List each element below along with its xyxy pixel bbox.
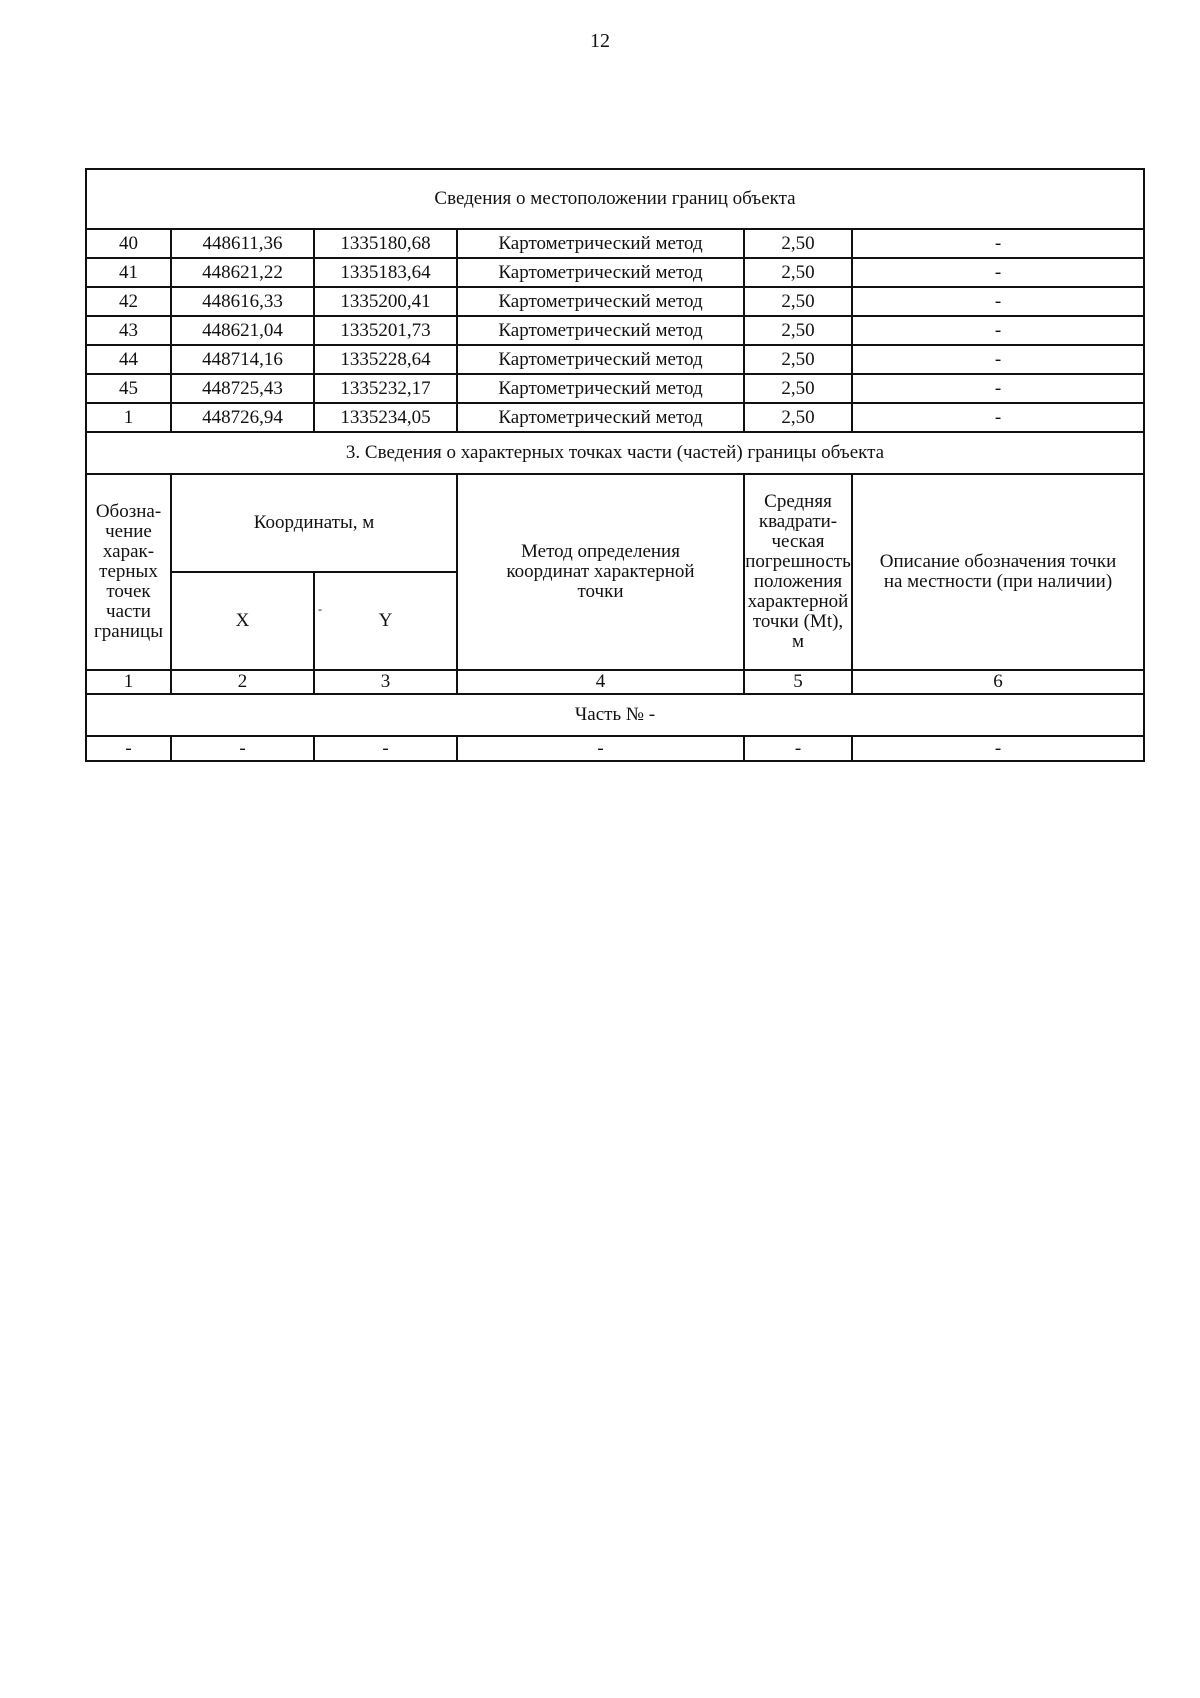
table-row (86, 287, 1144, 316)
boundary-table (85, 168, 1145, 762)
part-label: Часть № - (86, 694, 1144, 736)
header-x: X (171, 572, 314, 670)
table-row (86, 345, 1144, 374)
description-cell: - (852, 287, 1144, 316)
mt-cell: 2,50 (744, 374, 852, 403)
description-cell: - (852, 229, 1144, 258)
section-title: 3. Сведения о характерных точках части (частей) границы объекта (86, 432, 1144, 474)
mt-cell: 2,50 (744, 403, 852, 432)
point-id-cell: 41 (86, 258, 171, 287)
x-coordinate-cell: 448725,43 (171, 374, 314, 403)
method-cell: Картометрический метод (457, 258, 744, 287)
header-row (86, 474, 1144, 572)
description-cell: - (852, 316, 1144, 345)
y-coordinate-cell: 1335180,68 (314, 229, 457, 258)
x-coordinate-cell: 448621,22 (171, 258, 314, 287)
point-id-cell: 42 (86, 287, 171, 316)
method-cell: Картометрический метод (457, 287, 744, 316)
empty-cell: - (171, 736, 314, 761)
mt-cell: 2,50 (744, 287, 852, 316)
column-number-cell: 6 (852, 670, 1144, 694)
y-coordinate-cell: 1335232,17 (314, 374, 457, 403)
point-id-cell: 43 (86, 316, 171, 345)
empty-cell: - (86, 736, 171, 761)
column-number-cell: 3 (314, 670, 457, 694)
header-method: Метод определения координат характерной точки (457, 474, 744, 670)
description-cell: - (852, 258, 1144, 287)
y-coordinate-cell: 1335201,73 (314, 316, 457, 345)
x-coordinate-cell: 448616,33 (171, 287, 314, 316)
method-cell: Картометрический метод (457, 403, 744, 432)
method-cell: Картометрический метод (457, 316, 744, 345)
column-number-cell: 4 (457, 670, 744, 694)
page-number: 12 (590, 30, 610, 52)
y-coordinate-cell: 1335228,64 (314, 345, 457, 374)
column-number-cell: 1 (86, 670, 171, 694)
empty-cell: - (852, 736, 1144, 761)
point-id-cell: 45 (86, 374, 171, 403)
mt-cell: 2,50 (744, 345, 852, 374)
x-coordinate-cell: 448714,16 (171, 345, 314, 374)
table-row (86, 258, 1144, 287)
empty-cell: - (314, 736, 457, 761)
point-id-cell: 1 (86, 403, 171, 432)
description-cell: - (852, 403, 1144, 432)
x-tick-mark: - (318, 602, 322, 616)
point-id-cell: 40 (86, 229, 171, 258)
method-cell: Картометрический метод (457, 374, 744, 403)
x-coordinate-cell: 448726,94 (171, 403, 314, 432)
header-designation: Обозна- чение харак- терных точек части границы (86, 474, 171, 670)
column-number-row (86, 670, 1144, 694)
y-coordinate-cell: 1335183,64 (314, 258, 457, 287)
method-cell: Картометрический метод (457, 345, 744, 374)
table-title: Сведения о местоположении границ объекта (86, 169, 1144, 229)
header-description: Описание обозначения точки на местности (при наличии) (852, 474, 1144, 670)
y-coordinate-cell: 1335234,05 (314, 403, 457, 432)
header-coordinates: Координаты, м (171, 474, 457, 572)
table-title-row (86, 169, 1144, 229)
point-id-cell: 44 (86, 345, 171, 374)
table-row (86, 736, 1144, 761)
y-coordinate-cell: 1335200,41 (314, 287, 457, 316)
description-cell: - (852, 374, 1144, 403)
table-row (86, 316, 1144, 345)
mt-cell: 2,50 (744, 258, 852, 287)
column-number-cell: 5 (744, 670, 852, 694)
table-row (86, 229, 1144, 258)
description-cell: - (852, 345, 1144, 374)
table-row (86, 403, 1144, 432)
column-number-cell: 2 (171, 670, 314, 694)
header-mt: Средняя квадрати- ческая погрешность положения характерной точки (Mt), м (744, 474, 852, 670)
empty-cell: - (457, 736, 744, 761)
section-title-row (86, 432, 1144, 474)
header-y: Y (378, 610, 393, 632)
empty-cell: - (744, 736, 852, 761)
mt-cell: 2,50 (744, 229, 852, 258)
table-row (86, 374, 1144, 403)
x-coordinate-cell: 448611,36 (171, 229, 314, 258)
method-cell: Картометрический метод (457, 229, 744, 258)
header-y-cell (314, 572, 457, 670)
mt-cell: 2,50 (744, 316, 852, 345)
part-row (86, 694, 1144, 736)
x-coordinate-cell: 448621,04 (171, 316, 314, 345)
